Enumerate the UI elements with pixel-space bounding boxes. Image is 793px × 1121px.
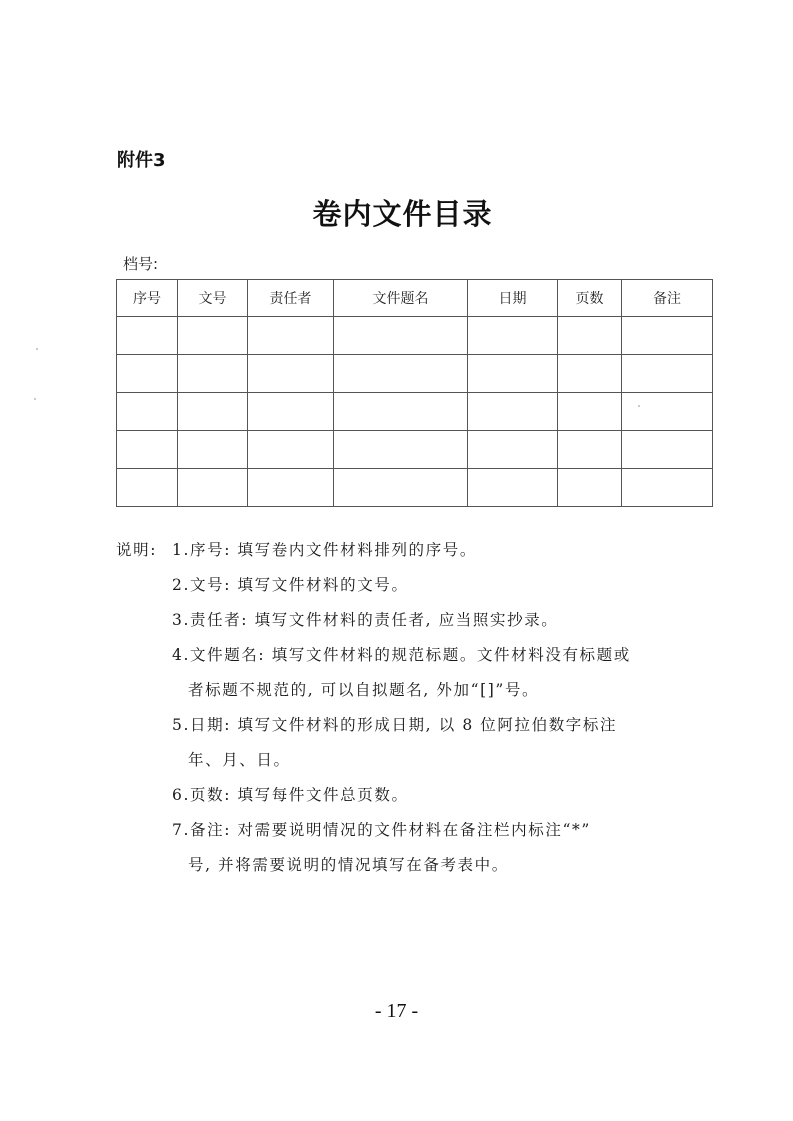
table-cell [558, 355, 622, 393]
note-item-3: 3.责任者: 填写文件材料的责任者, 应当照实抄录。 [172, 611, 559, 629]
table-row [117, 469, 713, 507]
notes-label: 说明: [116, 541, 158, 559]
header-responsible: 责任者 [248, 280, 334, 317]
table-cell [117, 393, 178, 431]
table-cell [334, 393, 468, 431]
table-cell [558, 393, 622, 431]
table-row [117, 317, 713, 355]
table-cell [468, 393, 558, 431]
table-cell [117, 469, 178, 507]
scan-speck [638, 405, 640, 407]
table-cell [468, 355, 558, 393]
table-cell [468, 431, 558, 469]
attachment-label: 附件3 [117, 150, 166, 171]
note-item-7: 7.备注: 对需要说明情况的文件材料在备注栏内标注“*” [172, 821, 591, 839]
table-cell [178, 431, 248, 469]
note-item-2: 2.文号: 填写文件材料的文号。 [172, 576, 409, 594]
table-cell [334, 355, 468, 393]
archive-number-label: 档号: [123, 255, 159, 273]
note-item-6: 6.页数: 填写每件文件总页数。 [172, 786, 409, 804]
note-item-5: 5.日期: 填写文件材料的形成日期, 以 8 位阿拉伯数字标注 [172, 716, 618, 734]
table-cell [248, 393, 334, 431]
file-catalog-table [116, 279, 713, 507]
note-item-4-cont: 者标题不规范的, 可以自拟题名, 外加“[]”号。 [188, 681, 540, 699]
table-cell [558, 317, 622, 355]
table-cell [248, 431, 334, 469]
header-remarks: 备注 [622, 280, 713, 317]
header-doc-no: 文号 [178, 280, 248, 317]
table-cell [117, 317, 178, 355]
table-cell [248, 317, 334, 355]
table-cell [248, 469, 334, 507]
note-item-5-cont: 年、月、日。 [188, 751, 291, 769]
table-cell [334, 317, 468, 355]
table-cell [622, 393, 713, 431]
table-cell [178, 469, 248, 507]
table-cell [334, 431, 468, 469]
scan-speck [36, 348, 38, 350]
table-row [117, 431, 713, 469]
table-header-row [117, 280, 713, 317]
note-item-7-cont: 号, 并将需要说明的情况填写在备考表中。 [188, 856, 509, 874]
table-cell [117, 355, 178, 393]
table-cell [334, 469, 468, 507]
table-cell [468, 469, 558, 507]
page-title: 卷内文件目录 [312, 197, 493, 231]
header-doc-title: 文件题名 [334, 280, 468, 317]
note-item-1: 1.序号: 填写卷内文件材料排列的序号。 [172, 541, 477, 559]
header-date: 日期 [468, 280, 558, 317]
scan-speck [34, 398, 36, 400]
table-cell [248, 355, 334, 393]
note-item-4: 4.文件题名: 填写文件材料的规范标题。文件材料没有标题或 [172, 646, 631, 664]
table-cell [178, 355, 248, 393]
table-cell [117, 431, 178, 469]
header-serial-no: 序号 [117, 280, 178, 317]
page-number: - 17 - [374, 1000, 419, 1022]
table-cell [558, 431, 622, 469]
table-cell [622, 317, 713, 355]
table-row [117, 355, 713, 393]
table-cell [178, 393, 248, 431]
table-cell [558, 469, 622, 507]
header-pages: 页数 [558, 280, 622, 317]
table-cell [178, 317, 248, 355]
table-cell [622, 469, 713, 507]
table-row [117, 393, 713, 431]
table-cell [622, 431, 713, 469]
table-cell [622, 355, 713, 393]
table-cell [468, 317, 558, 355]
